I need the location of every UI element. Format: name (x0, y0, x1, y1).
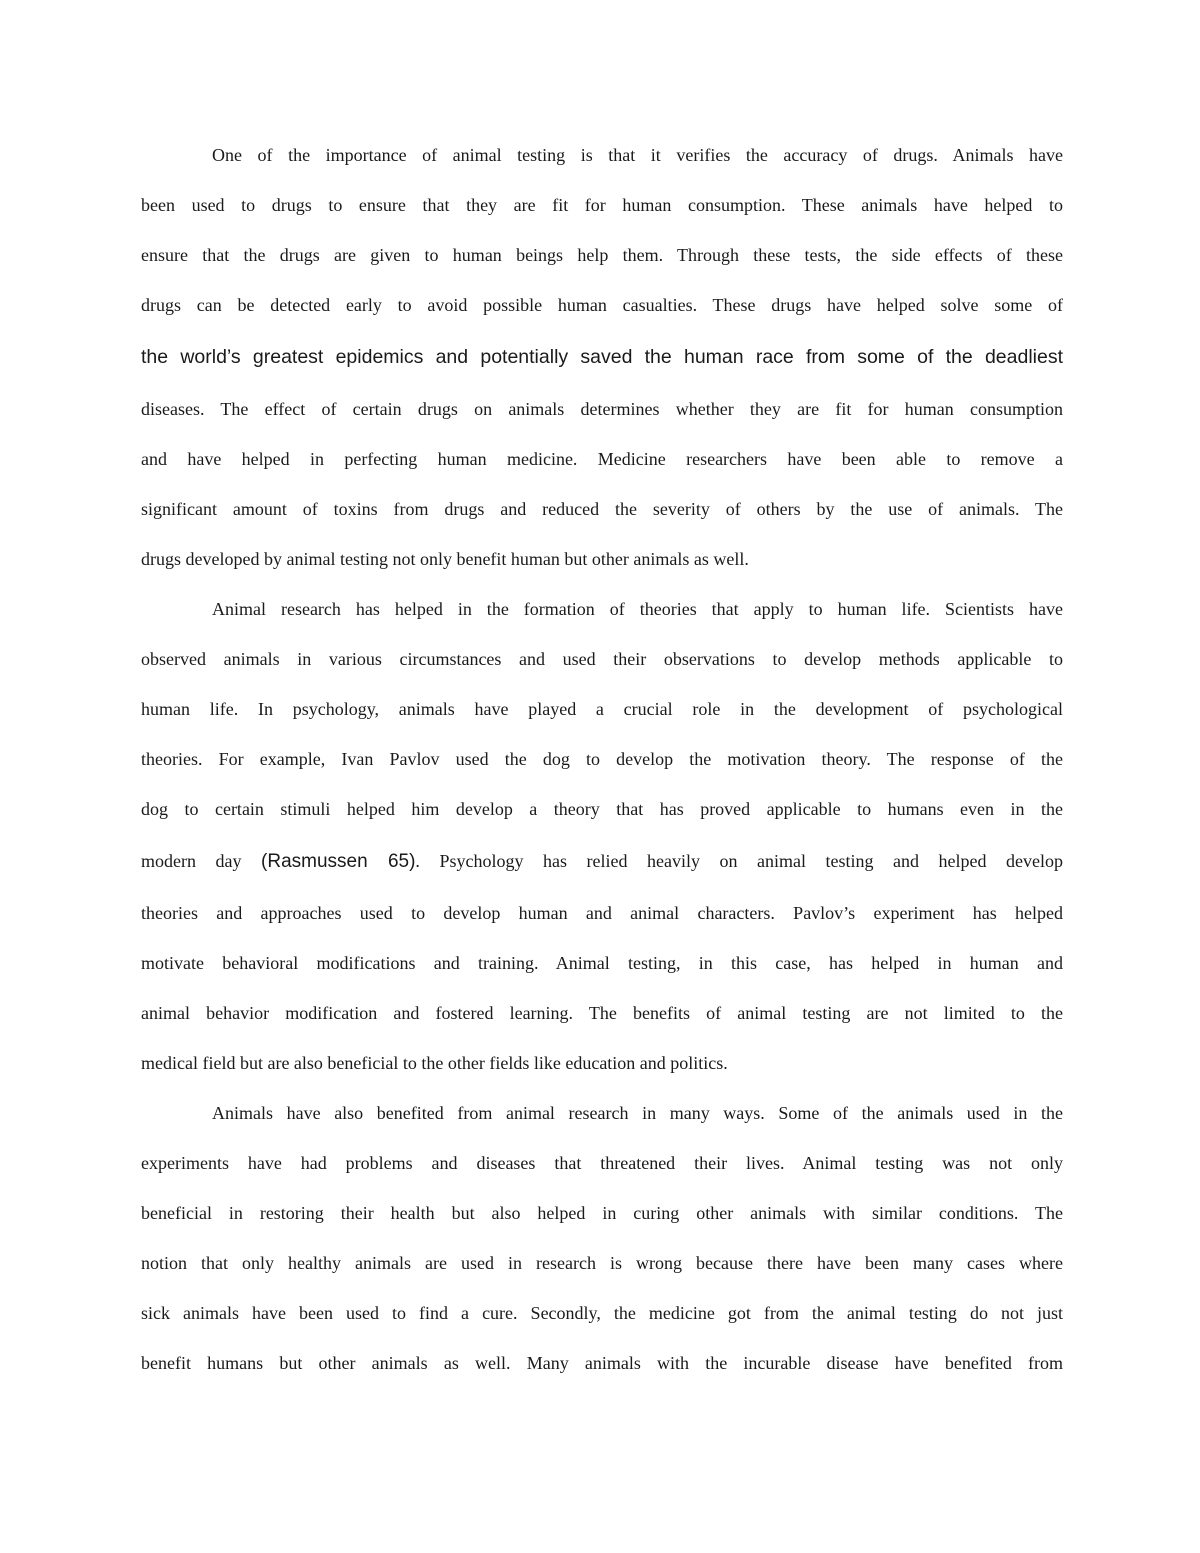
paragraph-1 (141, 130, 1063, 584)
body-text (141, 130, 1063, 1388)
paragraph-line: Animal research has helped in the formation of theories that apply to human life. Scientists have (212, 599, 1063, 619)
paragraph-2 (141, 584, 1063, 1088)
line-text: modern day (141, 851, 262, 871)
paragraph-line: observed animals in various circumstances and used their observations to develop methods applicable to (141, 649, 1063, 669)
paragraph-line: motivate behavioral modifications and training. Animal testing, in this case, has helped in human and (141, 953, 1063, 973)
paragraph-line: One of the importance of animal testing is that it verifies the accuracy of drugs. Animals have (212, 145, 1063, 165)
paragraph-line: notion that only healthy animals are used in research is wrong because there have been many cases where (141, 1253, 1063, 1273)
paragraph-line: and have helped in perfecting human medicine. Medicine researchers have been able to remove a (141, 449, 1063, 469)
paragraph-line: diseases. The effect of certain drugs on animals determines whether they are fit for human consumption (141, 399, 1063, 419)
paragraph-line: the world’s greatest epidemics and potentially saved the human race from some of the deadliest (141, 346, 1063, 368)
paragraph-line: experiments have had problems and diseases that threatened their lives. Animal testing was not only (141, 1153, 1063, 1173)
paragraph-line: Animals have also benefited from animal research in many ways. Some of the animals used in the (212, 1103, 1063, 1123)
paragraph-line: drugs can be detected early to avoid possible human casualties. These drugs have helped solve some of (141, 295, 1063, 315)
paragraph-line: theories. For example, Ivan Pavlov used the dog to develop the motivation theory. The response of the (141, 749, 1063, 769)
line-text: . Psychology has relied heavily on animal testing and helped develop (415, 851, 1063, 871)
paragraph-line: sick animals have been used to find a cure. Secondly, the medicine got from the animal testing do not just (141, 1303, 1063, 1323)
paragraph-line: dog to certain stimuli helped him develop a theory that has proved applicable to humans even in the (141, 799, 1063, 819)
paragraph-line: significant amount of toxins from drugs and reduced the severity of others by the use of animals. The (141, 499, 1063, 519)
paragraph-line: beneficial in restoring their health but also helped in curing other animals with similar conditions. The (141, 1203, 1063, 1223)
paragraph-3 (141, 1088, 1063, 1388)
paragraph-line: been used to drugs to ensure that they are fit for human consumption. These animals have helped to (141, 195, 1063, 215)
paragraph-line (141, 834, 1063, 888)
paragraph-line: ensure that the drugs are given to human beings help them. Through these tests, the side effects of these (141, 245, 1063, 265)
paragraph-line: benefit humans but other animals as well. Many animals with the incurable disease have benefited from (141, 1353, 1063, 1373)
paragraph-line: theories and approaches used to develop human and animal characters. Pavlov’s experiment has helped (141, 903, 1063, 923)
paragraph-line: medical field but are also beneficial to the other fields like education and politics. (141, 1053, 728, 1073)
paragraph-line: human life. In psychology, animals have played a crucial role in the development of psychological (141, 699, 1063, 719)
paragraph-line: animal behavior modification and fostered learning. The benefits of animal testing are not limited to the (141, 1003, 1063, 1023)
paragraph-line: drugs developed by animal testing not only benefit human but other animals as well. (141, 549, 749, 569)
citation: (Rasmussen 65) (261, 851, 416, 872)
